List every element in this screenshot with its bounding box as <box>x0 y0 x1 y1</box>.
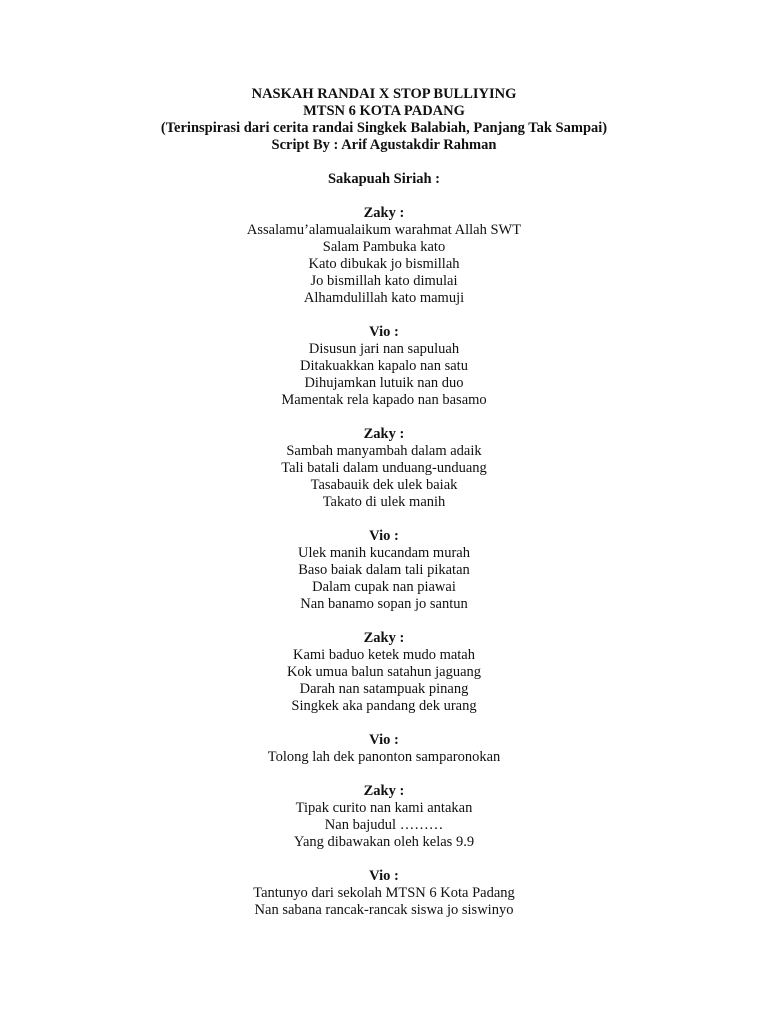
speaker-label: Vio : <box>369 732 399 748</box>
speaker-label: Vio : <box>369 528 399 544</box>
verse-line: Kami baduo ketek mudo matah <box>292 647 475 663</box>
verse-line: Takato di ulek manih <box>322 494 446 510</box>
verse-line: Yang dibawakan oleh kelas 9.9 <box>293 834 475 850</box>
document-title: NASKAH RANDAI X STOP BULLIYING <box>251 86 517 102</box>
stanza <box>0 783 768 851</box>
verse-line: Assalamu’alamualaikum warahmat Allah SWT <box>246 222 522 238</box>
speaker-label: Vio : <box>369 324 399 340</box>
verse-line: Baso baiak dalam tali pikatan <box>298 562 470 578</box>
speaker-label: Vio : <box>369 868 399 884</box>
speaker-label: Zaky : <box>363 630 405 646</box>
stanza <box>0 868 768 919</box>
speaker-label: Zaky : <box>363 205 405 221</box>
verse-line: Kato dibukak jo bismillah <box>308 256 460 272</box>
author-credit: Script By : Arif Agustakdir Rahman <box>271 137 497 153</box>
verse-line: Salam Pambuka kato <box>322 239 446 255</box>
verse-line: Dihujamkan lutuik nan duo <box>304 375 464 391</box>
stanza <box>0 426 768 511</box>
speaker-label: Zaky : <box>363 426 405 442</box>
school-name: MTSN 6 KOTA PADANG <box>303 103 465 119</box>
stanza <box>0 732 768 766</box>
stanza <box>0 324 768 409</box>
speaker-label: Zaky : <box>363 783 405 799</box>
verse-line: Tasabauik dek ulek baiak <box>310 477 458 493</box>
inspiration-note: (Terinspirasi dari cerita randai Singkek Balabiah, Panjang Tak Sampai) <box>160 120 608 136</box>
stanza-list <box>0 205 768 919</box>
stanza <box>0 630 768 715</box>
verse-line: Disusun jari nan sapuluah <box>308 341 460 357</box>
verse-line: Kok umua balun satahun jaguang <box>286 664 482 680</box>
document-page <box>0 86 768 919</box>
section-title: Sakapuah Siriah : <box>327 171 441 187</box>
verse-line: Sambah manyambah dalam adaik <box>286 443 482 459</box>
verse-line: Ulek manih kucandam murah <box>298 545 470 561</box>
verse-line: Mamentak rela kapado nan basamo <box>281 392 487 408</box>
verse-line: Tali batali dalam unduang-unduang <box>281 460 487 476</box>
verse-line: Jo bismillah kato dimulai <box>310 273 458 289</box>
verse-line: Tipak curito nan kami antakan <box>295 800 473 816</box>
stanza <box>0 205 768 307</box>
stanza <box>0 528 768 613</box>
verse-line: Singkek aka pandang dek urang <box>291 698 477 714</box>
verse-line: Nan sabana rancak-rancak siswa jo siswinyo <box>254 902 514 918</box>
verse-line: Tolong lah dek panonton samparonokan <box>267 749 501 765</box>
verse-line: Nan bajudul ……… <box>324 817 444 833</box>
verse-line: Alhamdulillah kato mamuji <box>303 290 465 306</box>
verse-line: Ditakuakkan kapalo nan satu <box>300 358 468 374</box>
verse-line: Nan banamo sopan jo santun <box>300 596 468 612</box>
verse-line: Tantunyo dari sekolah MTSN 6 Kota Padang <box>253 885 515 901</box>
verse-line: Darah nan satampuak pinang <box>299 681 469 697</box>
verse-line: Dalam cupak nan piawai <box>312 579 456 595</box>
